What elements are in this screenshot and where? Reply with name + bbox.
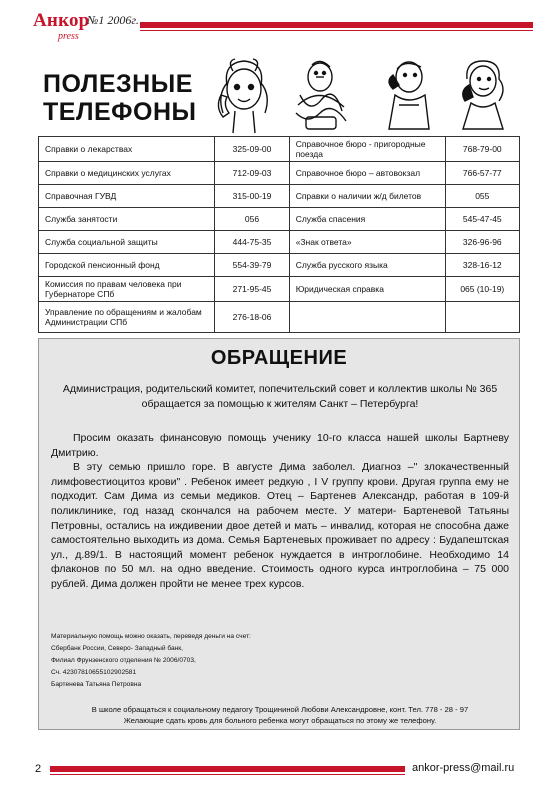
service-name-cell: Справочное бюро – автовокзал bbox=[289, 162, 445, 185]
man-on-phone-icon bbox=[375, 55, 437, 135]
page-number: 2 bbox=[35, 763, 42, 775]
phone-number-cell: 056 bbox=[215, 208, 289, 231]
bank-line: Сч. 42307810655102902581 bbox=[51, 669, 137, 676]
service-name-cell: Справочная ГУВД bbox=[39, 185, 215, 208]
table-row bbox=[39, 231, 520, 254]
tangled-phone-man-icon bbox=[290, 55, 352, 135]
issue-number: №1 2006г. bbox=[87, 13, 139, 27]
table-row bbox=[39, 277, 520, 302]
appeal-panel bbox=[38, 338, 520, 730]
service-name-cell bbox=[289, 302, 445, 333]
bank-line: Материальную помощь можно оказать, переведя деньги на счет: bbox=[51, 633, 251, 640]
phones-title-line1: ПОЛЕЗНЫЕ bbox=[43, 70, 193, 98]
phone-number-cell: 766-57-77 bbox=[445, 162, 519, 185]
phone-number-cell: 328-16-12 bbox=[445, 254, 519, 277]
service-name-cell: Комиссия по правам человека при Губернаторе СПб bbox=[39, 277, 215, 302]
phone-number-cell: 326-96-96 bbox=[445, 231, 519, 254]
header-divider-thin bbox=[140, 30, 533, 31]
phone-number-cell: 444-75-35 bbox=[215, 231, 289, 254]
phone-number-cell: 545-47-45 bbox=[445, 208, 519, 231]
bank-line: Сбербанк России, Северо- Западный банк, bbox=[51, 645, 184, 652]
appeal-paragraph: Просим оказать финансовую помощь ученику 10-го класса нашей школы Бартневу Дмитрию. bbox=[51, 432, 509, 459]
table-row bbox=[39, 254, 520, 277]
school-contact bbox=[51, 704, 509, 726]
phones-title-line2: ТЕЛЕФОНЫ bbox=[43, 98, 197, 126]
appeal-intro: Администрация, родительский комитет, попечительский совет и коллектив школы № 365 обращается за помощью к жителям Санкт – Петербурга! bbox=[62, 383, 498, 410]
service-name-cell: Справки о лекарствах bbox=[39, 137, 215, 162]
bank-line: Филиал Фрунзенского отделения № 2006/0703, bbox=[51, 657, 196, 664]
bank-details bbox=[51, 631, 351, 691]
phone-number-cell: 315-00-19 bbox=[215, 185, 289, 208]
table-row bbox=[39, 208, 520, 231]
service-name-cell: Справки о наличии ж/д билетов bbox=[289, 185, 445, 208]
phones-table bbox=[38, 136, 520, 333]
service-name-cell: Юридическая справка bbox=[289, 277, 445, 302]
phone-number-cell: 554-39-79 bbox=[215, 254, 289, 277]
table-row bbox=[39, 137, 520, 162]
phone-number-cell: 276-18-06 bbox=[215, 302, 289, 333]
phone-number-cell: 325-09-00 bbox=[215, 137, 289, 162]
phone-number-cell: 768-79-00 bbox=[445, 137, 519, 162]
logo-subtitle: press bbox=[58, 31, 79, 42]
service-name-cell: Служба занятости bbox=[39, 208, 215, 231]
service-name-cell: «Знак ответа» bbox=[289, 231, 445, 254]
service-name-cell: Управление по обращениям и жалобам Администрации СПб bbox=[39, 302, 215, 333]
footer-divider bbox=[50, 766, 405, 772]
phone-number-cell: 055 bbox=[445, 185, 519, 208]
footer-divider-thin bbox=[50, 774, 405, 775]
page-header bbox=[0, 0, 555, 42]
service-name-cell: Служба спасения bbox=[289, 208, 445, 231]
appeal-body bbox=[51, 431, 509, 592]
header-divider bbox=[140, 22, 533, 28]
bank-line: Бартенева Татьяна Петровна bbox=[51, 681, 142, 688]
girl-on-phone-icon bbox=[213, 55, 275, 135]
school-contact-line: В школе обращаться к социальному педагогу Трощининой Любови Александровне, конт. Тел. 778 - 28 - 97 bbox=[91, 705, 469, 714]
service-name-cell: Служба русского языка bbox=[289, 254, 445, 277]
service-name-cell: Справки о медицинских услугах bbox=[39, 162, 215, 185]
logo-title: Анкор bbox=[33, 10, 90, 31]
service-name-cell: Городской пенсионный фонд bbox=[39, 254, 215, 277]
phone-number-cell bbox=[445, 302, 519, 333]
service-name-cell: Служба социальной защиты bbox=[39, 231, 215, 254]
appeal-paragraph: В эту семью пришло горе. В августе Дима заболел. Диагноз –" злокачественный лимфовестиоцитоз крови" . Ребенок имеет редкую , I V группу крови. Другая группа ему не подходит. Сам Дима из семьи медиков. Отец – Бартенев Александр, работая в 109-й поликлинике, год назад скончался на рабочем месте. У матери- Бартеневой Татьяны Петровны, остались на иждивении двое детей и мать – инвалид, которая не способна даже самостоятельно выходить из дома. Семья Бартеневых проживает по адресу : Будапештская ул., д.89/1. В настоящий момент ребенок нуждается в интроглобине. Необходимо 14 флаконов по 50 мл. на одно введение. Стоимость одного курса интроглобина – 75 000 рублей. Дима должен пройти не менее трех курсов. bbox=[51, 461, 509, 590]
phone-number-cell: 271-95-45 bbox=[215, 277, 289, 302]
appeal-title: ОБРАЩЕНИЕ bbox=[210, 347, 348, 369]
phones-title bbox=[43, 70, 223, 126]
table-row bbox=[39, 302, 520, 333]
service-name-cell: Справочное бюро - пригородные поезда bbox=[289, 137, 445, 162]
table-row bbox=[39, 185, 520, 208]
school-contact-line: Желающие сдать кровь для больного ребенка могут обращаться по этому же телефону. bbox=[123, 716, 437, 725]
table-row bbox=[39, 162, 520, 185]
woman-on-phone-icon bbox=[453, 55, 515, 135]
contact-email[interactable]: ankor-press@mail.ru bbox=[412, 762, 515, 774]
phone-number-cell: 712-09-03 bbox=[215, 162, 289, 185]
phone-number-cell: 065 (10-19) bbox=[445, 277, 519, 302]
